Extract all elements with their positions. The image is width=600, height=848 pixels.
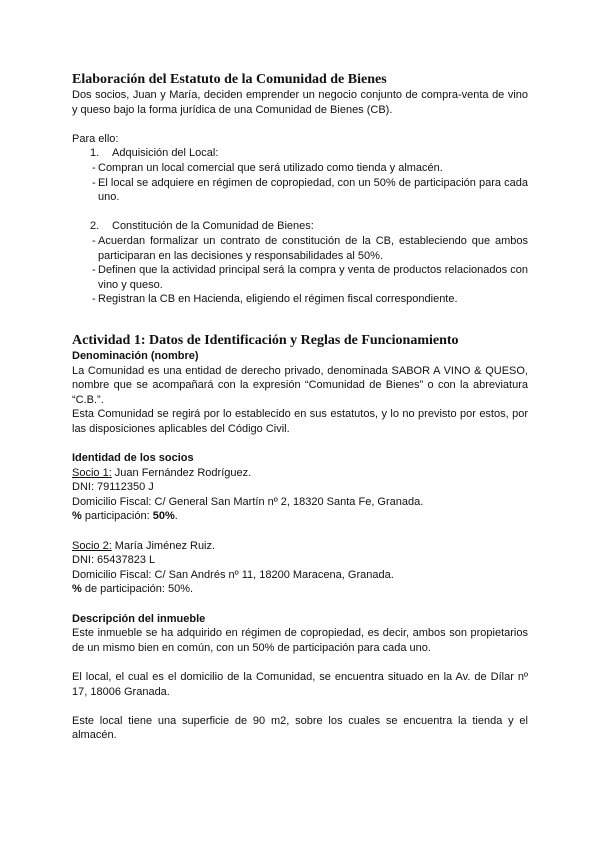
socio-2-line — [72, 539, 528, 554]
socio-2-label: Socio 2: — [72, 539, 112, 552]
document-title: Elaboración del Estatuto de la Comunidad de Bienes — [72, 72, 387, 87]
section-2-heading — [72, 219, 528, 234]
identidad-heading: Identidad de los socios — [72, 452, 194, 465]
actividad-1-heading: Actividad 1: Datos de Identificación y Reglas de Funcionamiento — [72, 332, 459, 348]
socio-1-pct-text: participación: — [81, 510, 153, 523]
socio-2-name: María Jiménez Ruiz. — [111, 539, 216, 552]
section-1-heading — [72, 146, 528, 161]
bullet-dash: - — [92, 293, 96, 306]
list-item — [72, 161, 528, 176]
bullet-text: Registran la CB en Hacienda, eligiendo el régimen fiscal correspondiente. — [98, 293, 458, 306]
socio-2-domicilio: Domicilio Fiscal: C/ San Andrés nº 11, 18200 Maracena, Granada. — [72, 568, 394, 581]
list-item — [72, 176, 528, 205]
socio-1-participacion — [72, 509, 528, 524]
inmueble-paragraph-3: Este local tiene una superficie de 90 m2, sobre los cuales se encuentra la tienda y el almacén. — [72, 714, 528, 742]
section-1-title: Adquisición del Local: — [112, 147, 219, 160]
section-2-number: 2. — [90, 220, 100, 233]
list-item — [72, 292, 528, 307]
inmueble-heading: Descripción del inmueble — [72, 612, 206, 625]
socio-1-line — [72, 466, 528, 481]
socio-2-pct-text: de participación: 50%. — [81, 583, 194, 596]
list-item — [72, 263, 528, 292]
bullet-dash: - — [92, 234, 96, 247]
list-item — [72, 234, 528, 263]
intro-paragraph: Dos socios, Juan y María, deciden emprender un negocio conjunto de compra-venta de vino y queso bajo la forma jurídica de una Comunidad de Bienes (CB). — [72, 89, 528, 116]
socio-1-pct-value: 50% — [152, 510, 175, 523]
denominacion-heading: Denominación (nombre) — [72, 349, 199, 362]
inmueble-paragraph-1: Este inmueble se ha adquirido en régimen de copropiedad, es decir, ambos son propietarios de un mismo bien en común, con un 50% de participación para cada uno. — [72, 627, 528, 654]
section-1-number: 1. — [90, 147, 100, 160]
bullet-text: Acuerdan formalizar un contrato de constitución de la CB, estableciendo que ambos participaran en las decisiones y responsabilidades al 50%. — [98, 234, 528, 262]
socio-1-pct-end: . — [174, 510, 178, 523]
document-content — [72, 72, 528, 743]
socio-1-pct-symbol: % — [72, 510, 82, 523]
socio-1-label: Socio 1: — [72, 466, 112, 479]
socio-1-domicilio: Domicilio Fiscal: C/ General San Martín nº 2, 18320 Santa Fe, Granada. — [72, 495, 424, 508]
bullet-text: El local se adquiere en régimen de copropiedad, con un 50% de participación para cada uno. — [98, 176, 528, 204]
bullet-dash: - — [92, 176, 96, 189]
denominacion-paragraph-1: La Comunidad es una entidad de derecho privado, denominada SABOR A VINO & QUESO, nombre que se acompañará con la expresión “Comunidad de Bienes” o con la abreviatura “C.B.”. — [72, 364, 528, 406]
bullet-dash: - — [92, 264, 96, 277]
socio-1-dni: DNI: 79112350 J — [72, 481, 154, 494]
socio-1-name: Juan Fernández Rodríguez. — [111, 466, 252, 479]
bullet-text: Compran un local comercial que será utilizado como tienda y almacén. — [98, 161, 443, 174]
section-2-title: Constitución de la Comunidad de Bienes: — [112, 220, 314, 233]
bullet-dash: - — [92, 161, 96, 174]
denominacion-paragraph-2: Esta Comunidad se regirá por lo establecido en sus estatutos, y lo no previsto por estos, por las disposiciones aplicables del Código Civil. — [72, 408, 528, 435]
inmueble-paragraph-2: El local, el cual es el domicilio de la Comunidad, se encuentra situado en la Av. de Dílar nº 17, 18006 Granada. — [72, 670, 528, 698]
socio-2-pct-symbol: % — [72, 583, 82, 596]
bullet-text: Definen que la actividad principal será la compra y venta de productos relacionados con vino y queso. — [98, 264, 528, 291]
socio-2-dni: DNI: 65437823 L — [72, 554, 156, 567]
para-ello-label: Para ello: — [72, 132, 119, 145]
socio-2-participacion — [72, 582, 528, 597]
